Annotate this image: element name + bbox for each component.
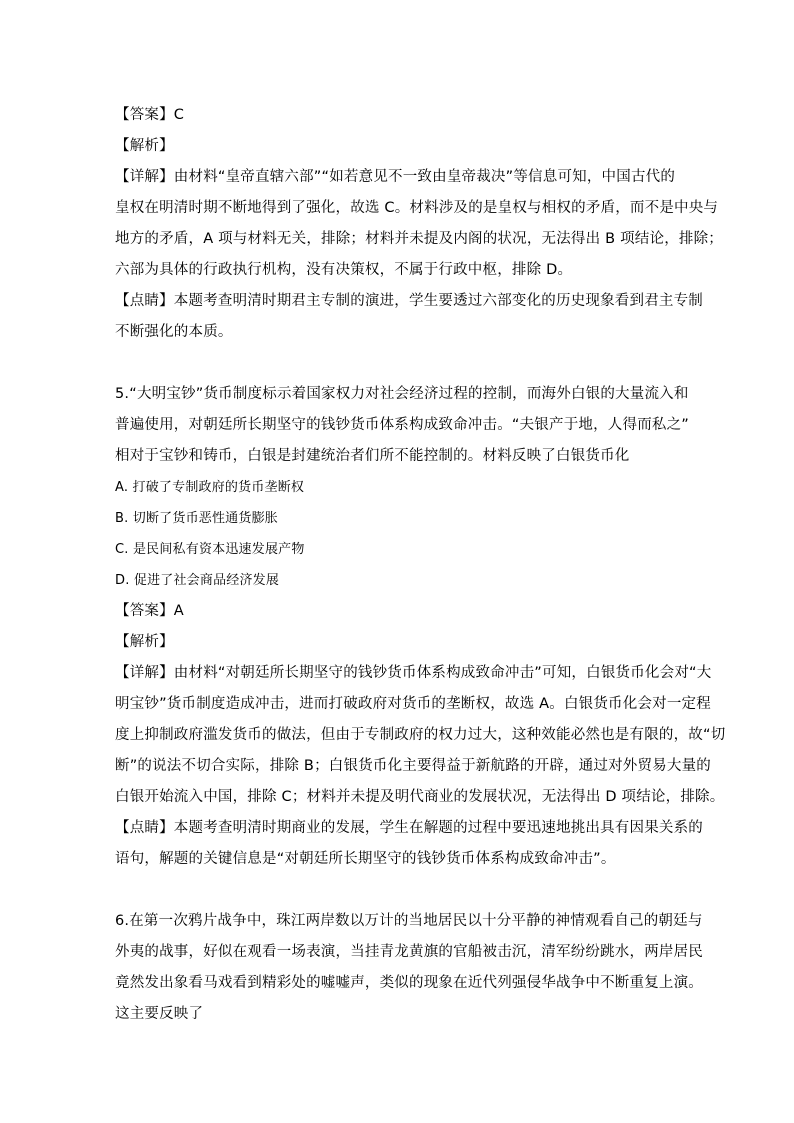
detail-line: 【详解】由材料“皇帝直辖六部”“如若意见不一致由皇帝裁决”等信息可知，中国古代的 [115,169,676,185]
question-stem-line: 竟然发出象看马戏看到精彩处的嘘嘘声，类似的现象在近代列强侵华战争中不断重复上演。 [115,975,703,991]
detail-line: 明宝钞”货币制度造成冲击，进而打破政府对货币的垄断权，故选 A。白银货币化会对一定程 [115,696,711,712]
answer-line: 【答案】A [115,603,184,619]
question-stem-line: 这主要反映了 [115,1006,204,1022]
answer-line: 【答案】C [115,107,185,123]
question-stem-line: 6.在第一次鸦片战争中，珠江两岸数以万计的当地居民以十分平静的神情观看自己的朝廷与 [115,913,703,929]
analysis-label: 【解析】 [115,634,174,650]
analysis-label: 【解析】 [115,138,174,154]
detail-line: 地方的矛盾，A 项与材料无关，排除；材料并未提及内阁的状况，无法得出 B 项结论，排除； [115,231,723,247]
document-page [115,100,726,1030]
question-5 [115,379,726,875]
detail-line: 六部为具体的行政执行机构，没有决策权，不属于行政中枢，排除 D。 [115,262,573,278]
comment-line: 语句，解题的关键信息是“对朝廷所长期坚守的钱钞货币体系构成致命冲击”。 [115,851,616,867]
spacer [115,875,685,906]
question-stem-line: 外夷的战事，好似在观看一场表演，当挂青龙黄旗的官船被击沉，清军纷纷跳水，两岸居民 [115,944,703,960]
option-b: B. 切断了货币恶性通货膨胀 [115,511,278,526]
detail-line: 【详解】由材料“对朝廷所长期坚守的钱钞货币体系构成致命冲击”可知，白银货币化会对“大 [115,665,712,681]
option-c: C. 是民间私有资本迅速发展产物 [115,542,305,557]
detail-line: 度上抑制政府滥发货币的做法，但由于专制政府的权力过大，这种效能必然也是有限的，故“切 [115,727,726,743]
question-4-solution [115,100,723,348]
comment-line: 【点睛】本题考查明清时期君主专制的演进，学生要透过六部变化的历史现象看到君主专制 [115,293,703,309]
question-stem-line: 相对于宝钞和铸币，白银是封建统治者们所不能控制的。材料反映了白银货币化 [115,448,630,464]
option-a: A. 打破了专制政府的货币垄断权 [115,480,305,495]
comment-line: 不断强化的本质。 [115,324,233,340]
option-d: D. 促进了社会商品经济发展 [115,573,280,588]
question-stem-line: 普遍使用，对朝廷所长期坚守的钱钞货币体系构成致命冲击。“夫银产于地，人得而私之” [115,417,690,433]
detail-line: 断”的说法不切合实际，排除 B；白银货币化主要得益于新航路的开辟，通过对外贸易大量的 [115,758,711,774]
question-6 [115,906,703,1030]
question-stem-line: 5.“大明宝钞”货币制度标示着国家权力对社会经济过程的控制，而海外白银的大量流入和 [115,386,689,402]
detail-line: 皇权在明清时期不断地得到了强化，故选 C。材料涉及的是皇权与相权的矛盾，而不是中央与 [115,200,719,216]
detail-line: 白银开始流入中国，排除 C；材料并未提及明代商业的发展状况，无法得出 D 项结论，排除。 [115,789,725,805]
comment-line: 【点睛】本题考查明清时期商业的发展，学生在解题的过程中要迅速地挑出具有因果关系的 [115,820,703,836]
spacer [115,348,685,379]
